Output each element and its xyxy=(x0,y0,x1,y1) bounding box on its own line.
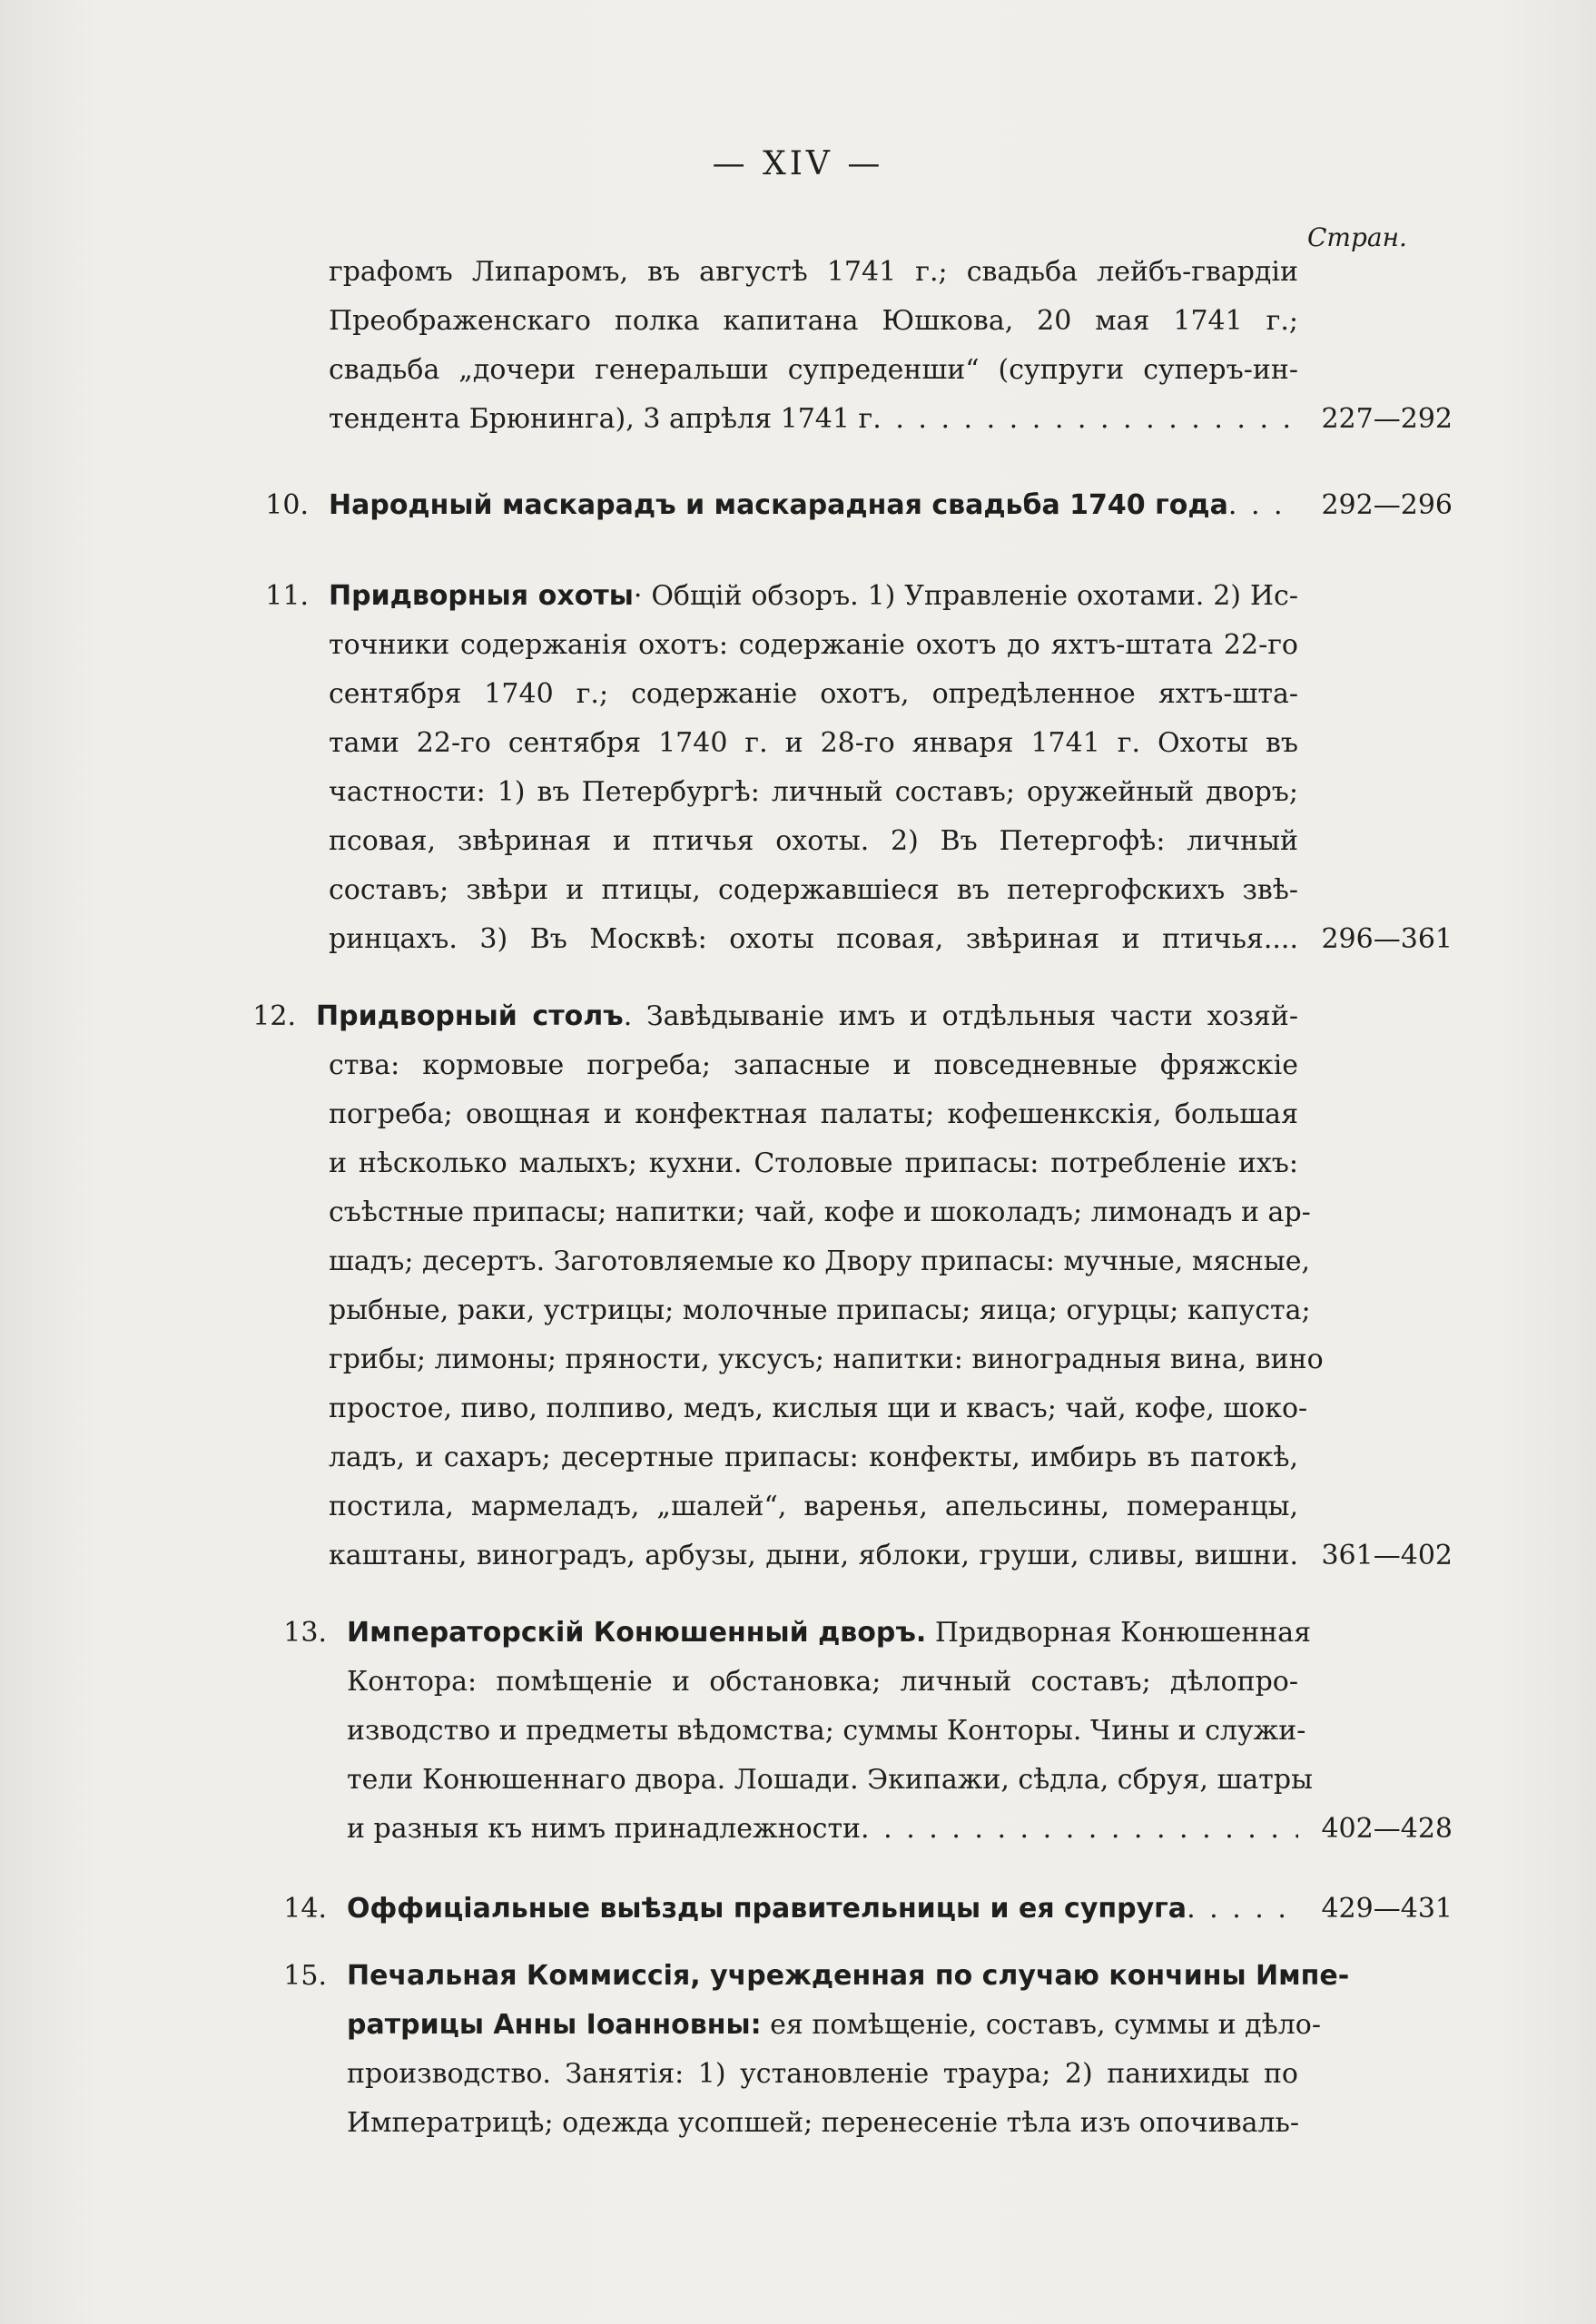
entry-line: простое, пиво, полпиво, медъ, кислыя щи и квасъ; чай, кофе, шоко- xyxy=(329,1393,1308,1424)
page-range: 292—296 xyxy=(1321,489,1453,521)
dot-leader xyxy=(872,395,1298,444)
dot-leader xyxy=(861,1805,1298,1854)
entry-line: изводство и предметы вѣдомства; суммы Конторы. Чины и служи- xyxy=(347,1715,1306,1747)
entry-line-leader xyxy=(329,395,1298,444)
entry-number: 11. xyxy=(265,580,309,612)
page-range: 296—361 xyxy=(1321,923,1453,955)
page-range: 227—292 xyxy=(1321,403,1453,435)
entry-line: рыбные, раки, устрицы; молочные припасы; яица; огурцы; капуста; xyxy=(329,1295,1311,1326)
page-range: 402—428 xyxy=(1321,1813,1453,1845)
entry-line: и нѣсколько малыхъ; кухни. Столовые припасы: потребленіе ихъ: xyxy=(329,1147,1298,1179)
entry-heading: Оффиціальные выѣзды правительницы и ея супруга xyxy=(347,1893,1187,1925)
entry-line: Контора: помѣщеніе и обстановка; личный составъ; дѣлопро- xyxy=(347,1666,1298,1698)
entry-first-line xyxy=(316,992,1298,1041)
entry-line-leader xyxy=(347,1885,1298,1934)
entry-line: свадьба „дочери генеральши супреденши“ (супруги суперъ-ин- xyxy=(329,354,1298,386)
entry-line: шадъ; десертъ. Заготовляемые ко Двору припасы: мучные, мясные, xyxy=(329,1246,1311,1277)
entry-line: тендента Брюнинга), 3 апрѣля 1741 г xyxy=(329,403,873,435)
entry-line: грибы; лимоны; пряности, уксусъ; напитки: виноградныя вина, вино xyxy=(329,1344,1324,1375)
entry-line: Императрицѣ; одежда усопшей; перенесеніе тѣла изъ опочиваль- xyxy=(347,2107,1300,2139)
entry-line: погреба; овощная и конфектная палаты; кофешенкскія, большая xyxy=(329,1098,1298,1130)
entry-line: графомъ Липаромъ, въ августѣ 1741 г.; свадьба лейбъ-гвардіи xyxy=(329,256,1298,288)
entry-line: Преображенскаго полка капитана Юшкова, 20 мая 1741 г.; xyxy=(329,305,1298,337)
entry-line: частности: 1) въ Петербургѣ: личный составъ; оружейный дворъ; xyxy=(329,776,1298,808)
entry-number: 10. xyxy=(265,489,309,521)
entry-line-leader xyxy=(347,1805,1298,1854)
pages-column-label: Стран. xyxy=(1307,222,1407,252)
page-range: 429—431 xyxy=(1321,1893,1453,1925)
entry-first-line xyxy=(347,2001,1321,2050)
entry-first-line xyxy=(329,572,1298,621)
entry-heading: Придворный столъ xyxy=(316,1000,624,1032)
entry-line: тами 22-го сентября 1740 г. и 28-го января 1741 г. Охоты въ xyxy=(329,727,1298,759)
dot-leader xyxy=(1228,481,1298,530)
entry-heading: Народный маскарадъ и маскарадная свадьба 1740 года xyxy=(329,489,1228,521)
dot-leader xyxy=(1187,1885,1298,1934)
entry-line-leader xyxy=(329,481,1298,530)
entry-first-line xyxy=(347,1609,1312,1658)
entry-line: псовая, звѣриная и птичья охоты. 2) Въ Петергофѣ: личный xyxy=(329,825,1298,857)
entry-heading-cont: ратрицы Анны Іоанновны: xyxy=(347,2009,762,2041)
entry-line: составъ; звѣри и птицы, содержавшіеся въ петергофскихъ звѣ- xyxy=(329,874,1298,906)
entry-number: 14. xyxy=(283,1893,327,1925)
entry-line: производство. Занятія: 1) установленіе траура; 2) панихиды по xyxy=(347,2058,1298,2090)
entry-line: постила, мармеладъ, „шалей“, варенья, апельсины, померанцы, xyxy=(329,1491,1298,1522)
entry-line: ства: кормовые погреба; запасные и повседневные фряжскіе xyxy=(329,1049,1298,1081)
entry-line: Придворная Конюшенная xyxy=(926,1617,1312,1649)
entry-heading: Императорскій Конюшенный дворъ. xyxy=(347,1617,927,1649)
entry-line: каштаны, виноградъ, арбузы, дыни, яблоки, груши, сливы, вишни. xyxy=(329,1540,1298,1571)
entry-line: ея помѣщеніе, составъ, суммы и дѣло- xyxy=(761,2009,1321,2041)
entry-number: 15. xyxy=(283,1960,327,1992)
page-number: — XIV — xyxy=(712,145,884,182)
entry-line: и разныя къ нимъ принадлежности xyxy=(347,1813,862,1845)
entry-line: точники содержанія охотъ: содержаніе охотъ до яхтъ-штата 22-го xyxy=(329,629,1298,661)
entry-heading: Печальная Коммиссія, учрежденная по случаю кончины Импе- xyxy=(347,1960,1350,1992)
entry-number: 12. xyxy=(252,1000,296,1032)
entry-number: 13. xyxy=(283,1617,327,1649)
entry-line: ладъ, и сахаръ; десертные припасы: конфекты, имбирь въ патокѣ, xyxy=(329,1442,1298,1473)
page-range: 361—402 xyxy=(1321,1540,1453,1571)
entry-line: сентября 1740 г.; содержаніе охотъ, опредѣленное яхтъ-шта- xyxy=(329,678,1298,710)
entry-line: съѣстные припасы; напитки; чай, кофе и шоколадъ; лимонадъ и ар- xyxy=(329,1196,1311,1228)
entry-line: ринцахъ. 3) Въ Москвѣ: охоты псовая, звѣриная и птичья.... xyxy=(329,923,1298,955)
entry-line: тели Конюшеннаго двора. Лошади. Экипажи, сѣдла, сбруя, шатры xyxy=(347,1764,1313,1796)
entry-line: . Завѣдываніе имъ и отдѣльныя части хозяй- xyxy=(623,1000,1298,1032)
entry-line: · Общій обзоръ. 1) Управленіе охотами. 2) Ис- xyxy=(633,580,1298,612)
entry-heading: Придворныя охоты xyxy=(329,580,634,612)
